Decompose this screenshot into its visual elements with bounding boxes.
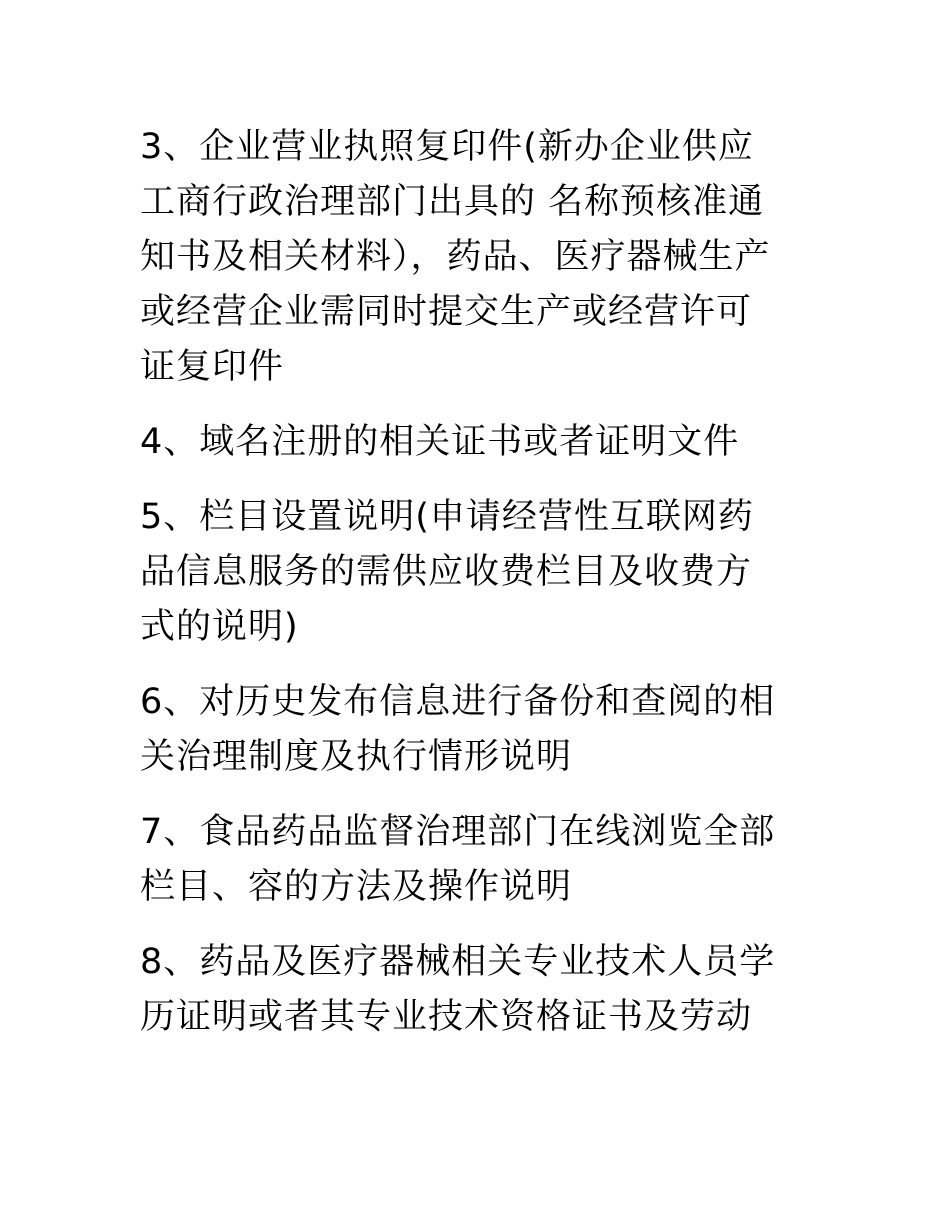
list-item-7	[140, 805, 820, 915]
text-line: 品信息服务的需供应收费栏目及收费方	[140, 552, 753, 592]
list-item-5	[140, 490, 820, 655]
list-item-3	[140, 120, 820, 395]
list-item-6	[140, 675, 820, 785]
text-line: 3、企业营业执照复印件(新办企业供应	[140, 127, 754, 167]
text-line: 或经营企业需同时提交生产或经营许可	[140, 292, 753, 332]
text-line: 7、食品药品监督治理部门在线浏览全部	[140, 812, 776, 852]
text-line: 式的说明)	[140, 607, 299, 647]
document-body	[140, 120, 820, 1065]
text-line: 8、药品及医疗器械相关专业技术人员学	[140, 942, 776, 982]
text-line: 知书及相关材料），药品、医疗器械生产	[140, 237, 771, 277]
text-line: 证复印件	[140, 347, 285, 387]
text-line: 5、栏目设置说明(申请经营性互联网药	[140, 497, 754, 537]
text-line: 栏目、容的方法及操作说明	[140, 867, 573, 907]
text-line: 关治理制度及执行情形说明	[140, 737, 573, 777]
text-line: 6、对历史发布信息进行备份和查阅的相	[140, 682, 776, 722]
list-item-4	[140, 415, 820, 470]
text-line: 工商行政治理部门出具的 名称预核准通	[140, 182, 765, 222]
text-line: 历证明或者其专业技术资格证书及劳动	[140, 997, 753, 1037]
text-line: 4、域名注册的相关证书或者证明文件	[140, 422, 740, 462]
list-item-8	[140, 935, 820, 1045]
